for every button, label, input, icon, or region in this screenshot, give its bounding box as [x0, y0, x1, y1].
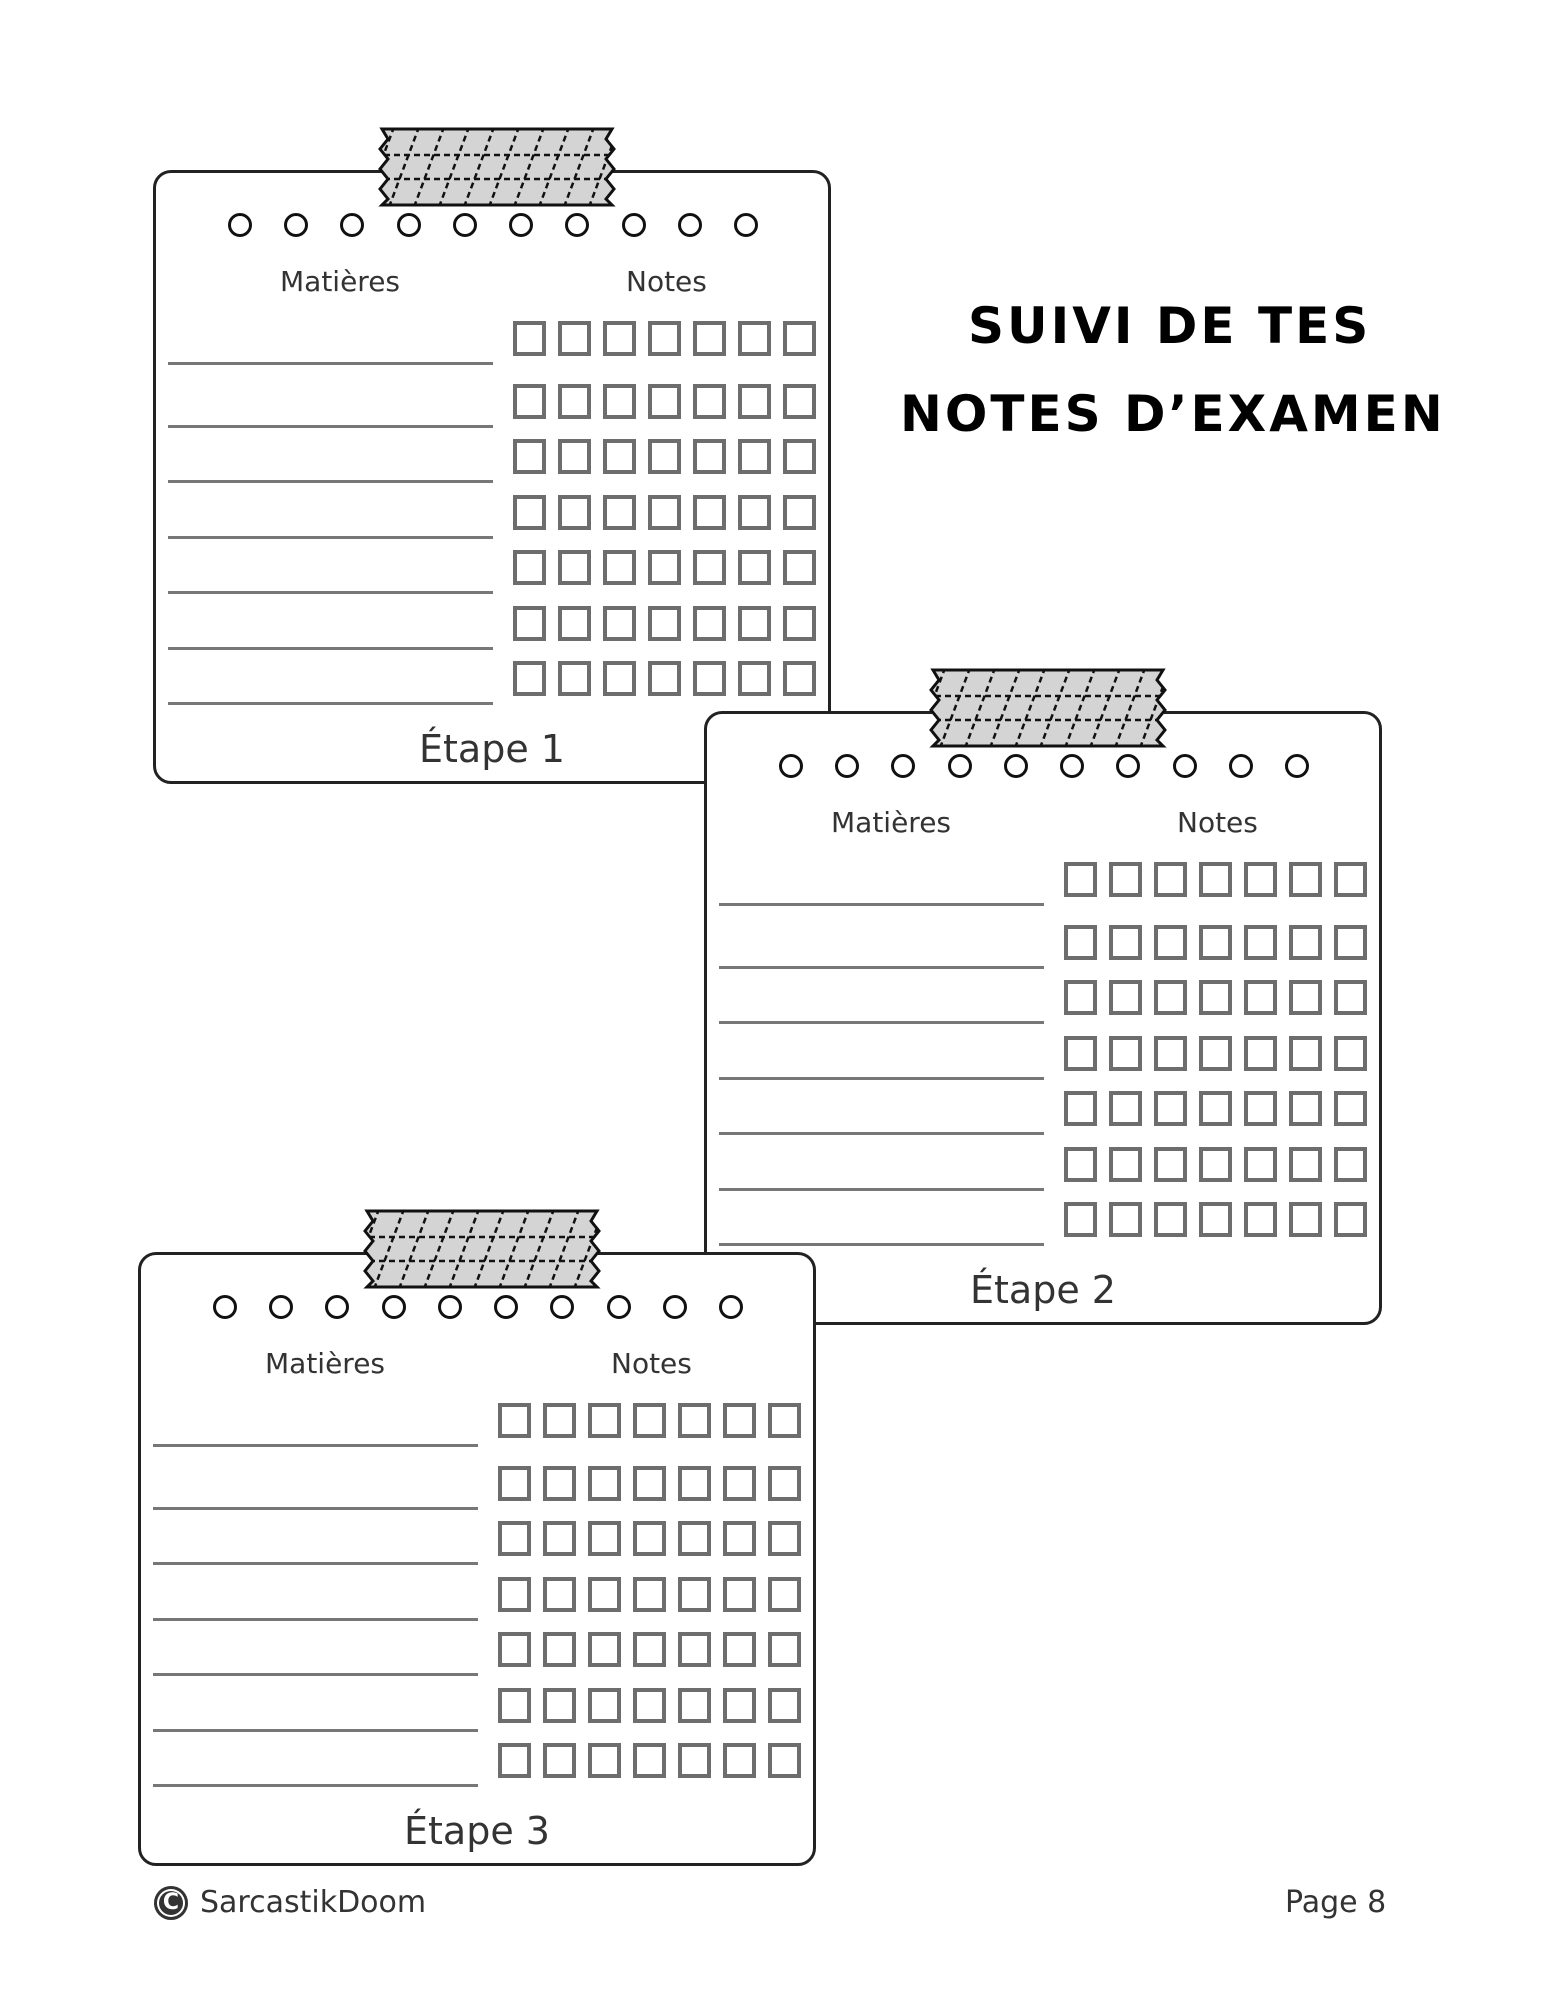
grade-box[interactable] — [693, 661, 726, 696]
binder-holes — [213, 1295, 743, 1319]
grade-box[interactable] — [1334, 1091, 1367, 1126]
binder-hole-icon — [734, 213, 758, 237]
grade-box[interactable] — [543, 1577, 576, 1612]
binder-hole-icon — [1060, 754, 1084, 778]
grade-box[interactable] — [1064, 925, 1097, 960]
author-name: SarcastikDoom — [200, 1885, 427, 1920]
grade-box[interactable] — [1244, 925, 1277, 960]
grade-row — [168, 439, 818, 483]
grade-box[interactable] — [783, 606, 816, 641]
grade-box[interactable] — [603, 661, 636, 696]
page-number: Page 8 — [1285, 1885, 1387, 1920]
grade-box[interactable] — [1334, 1202, 1367, 1237]
binder-hole-icon — [779, 754, 803, 778]
grade-box[interactable] — [1289, 1202, 1322, 1237]
grade-box[interactable] — [723, 1743, 756, 1778]
grade-box[interactable] — [723, 1577, 756, 1612]
grade-box[interactable] — [738, 606, 771, 641]
grade-row — [168, 606, 818, 650]
grade-box[interactable] — [543, 1632, 576, 1667]
grade-boxes — [513, 550, 828, 585]
grade-box[interactable] — [1109, 1147, 1142, 1182]
stage-label: Étape 1 — [419, 727, 565, 771]
grade-box[interactable] — [648, 606, 681, 641]
grade-row — [168, 384, 818, 428]
title-line-2: NOTES D’EXAMEN — [900, 385, 1446, 443]
grade-box[interactable] — [738, 550, 771, 585]
grade-box[interactable] — [1334, 1147, 1367, 1182]
grade-box[interactable] — [543, 1521, 576, 1556]
grade-box[interactable] — [1109, 980, 1142, 1015]
binder-hole-icon — [213, 1295, 237, 1319]
subject-write-line[interactable] — [168, 536, 493, 539]
grade-box[interactable] — [1244, 1202, 1277, 1237]
grade-box[interactable] — [498, 1577, 531, 1612]
grade-box[interactable] — [498, 1743, 531, 1778]
grade-card-stage-2 — [704, 711, 1382, 1325]
grade-box[interactable] — [1154, 1091, 1187, 1126]
binder-hole-icon — [607, 1295, 631, 1319]
grade-box[interactable] — [723, 1632, 756, 1667]
binder-hole-icon — [325, 1295, 349, 1319]
grade-box[interactable] — [723, 1521, 756, 1556]
binder-hole-icon — [1285, 754, 1309, 778]
grade-box[interactable] — [1109, 1036, 1142, 1071]
grade-box[interactable] — [693, 384, 726, 419]
grade-box[interactable] — [1289, 980, 1322, 1015]
grade-box[interactable] — [783, 550, 816, 585]
grade-box[interactable] — [513, 606, 546, 641]
grade-box[interactable] — [603, 439, 636, 474]
grade-box[interactable] — [588, 1403, 621, 1438]
binder-hole-icon — [453, 213, 477, 237]
grades-header: Notes — [611, 1347, 692, 1380]
grade-box[interactable] — [1109, 1091, 1142, 1126]
binder-hole-icon — [948, 754, 972, 778]
grade-boxes — [1064, 1091, 1379, 1126]
grade-box[interactable] — [1154, 1202, 1187, 1237]
grade-box[interactable] — [1064, 1036, 1097, 1071]
grade-box[interactable] — [723, 1688, 756, 1723]
grade-box[interactable] — [1199, 1091, 1232, 1126]
binder-hole-icon — [509, 213, 533, 237]
grade-box[interactable] — [1154, 1036, 1187, 1071]
grade-box[interactable] — [738, 495, 771, 530]
grade-box[interactable] — [633, 1577, 666, 1612]
binder-hole-icon — [622, 213, 646, 237]
subject-write-line[interactable] — [719, 966, 1044, 969]
binder-hole-icon — [1004, 754, 1028, 778]
grade-box[interactable] — [543, 1466, 576, 1501]
subjects-header: Matières — [280, 265, 401, 298]
grade-box[interactable] — [558, 439, 591, 474]
subject-write-line[interactable] — [168, 647, 493, 650]
grade-box[interactable] — [693, 439, 726, 474]
subject-write-line[interactable] — [168, 362, 493, 365]
grade-box[interactable] — [603, 384, 636, 419]
grade-box[interactable] — [1334, 980, 1367, 1015]
binder-holes — [228, 213, 758, 237]
copyright-icon: C — [154, 1886, 188, 1920]
grade-boxes — [498, 1403, 813, 1438]
grade-box[interactable] — [558, 384, 591, 419]
grade-box[interactable] — [1064, 1202, 1097, 1237]
grade-boxes — [1064, 862, 1379, 897]
grade-box[interactable] — [1199, 862, 1232, 897]
grade-boxes — [498, 1743, 813, 1778]
subject-write-line[interactable] — [168, 591, 493, 594]
grade-boxes — [513, 495, 828, 530]
grade-box[interactable] — [513, 661, 546, 696]
binder-hole-icon — [1116, 754, 1140, 778]
grade-box[interactable] — [768, 1743, 801, 1778]
grade-box[interactable] — [603, 550, 636, 585]
grade-row — [153, 1403, 803, 1447]
footer-author — [154, 1885, 426, 1920]
grade-box[interactable] — [498, 1688, 531, 1723]
grade-row — [719, 925, 1369, 969]
grade-box[interactable] — [1289, 1147, 1322, 1182]
stage-label: Étape 3 — [404, 1809, 550, 1853]
grade-box[interactable] — [558, 321, 591, 356]
grade-box[interactable] — [723, 1403, 756, 1438]
grade-box[interactable] — [783, 439, 816, 474]
grade-box[interactable] — [723, 1466, 756, 1501]
grade-box[interactable] — [1334, 925, 1367, 960]
grade-box[interactable] — [1289, 925, 1322, 960]
grade-box[interactable] — [693, 606, 726, 641]
subject-write-line[interactable] — [719, 1021, 1044, 1024]
grade-boxes — [498, 1577, 813, 1612]
grade-box[interactable] — [693, 550, 726, 585]
grade-box[interactable] — [633, 1743, 666, 1778]
grade-box[interactable] — [648, 439, 681, 474]
grade-boxes — [498, 1688, 813, 1723]
grade-box[interactable] — [1154, 1147, 1187, 1182]
binder-holes — [779, 754, 1309, 778]
grade-box[interactable] — [1064, 1091, 1097, 1126]
grade-row — [719, 1147, 1369, 1191]
grade-box[interactable] — [693, 321, 726, 356]
grade-row — [719, 1036, 1369, 1080]
grade-box[interactable] — [498, 1521, 531, 1556]
subject-write-line[interactable] — [719, 1188, 1044, 1191]
grade-box[interactable] — [768, 1632, 801, 1667]
grade-row — [168, 661, 818, 705]
grade-box[interactable] — [633, 1403, 666, 1438]
grade-box[interactable] — [1199, 1036, 1232, 1071]
binder-hole-icon — [678, 213, 702, 237]
grade-box[interactable] — [693, 495, 726, 530]
grade-box[interactable] — [648, 384, 681, 419]
grade-box[interactable] — [543, 1688, 576, 1723]
grade-box[interactable] — [498, 1466, 531, 1501]
grade-box[interactable] — [783, 321, 816, 356]
subject-write-line[interactable] — [153, 1784, 478, 1787]
grade-box[interactable] — [1289, 1091, 1322, 1126]
grade-box[interactable] — [558, 550, 591, 585]
grade-box[interactable] — [768, 1577, 801, 1612]
grade-row — [153, 1688, 803, 1732]
grade-box[interactable] — [678, 1521, 711, 1556]
grade-box[interactable] — [678, 1403, 711, 1438]
grade-row — [153, 1743, 803, 1787]
grade-box[interactable] — [738, 661, 771, 696]
grade-row — [719, 862, 1369, 906]
binder-hole-icon — [438, 1295, 462, 1319]
washi-tape-icon — [374, 127, 620, 207]
grade-box[interactable] — [588, 1688, 621, 1723]
grade-box[interactable] — [588, 1743, 621, 1778]
grade-row — [153, 1632, 803, 1676]
grade-box[interactable] — [603, 321, 636, 356]
binder-hole-icon — [382, 1295, 406, 1319]
grade-box[interactable] — [1334, 1036, 1367, 1071]
grade-box[interactable] — [558, 495, 591, 530]
grade-box[interactable] — [513, 321, 546, 356]
grade-box[interactable] — [1199, 1147, 1232, 1182]
grade-box[interactable] — [1109, 1202, 1142, 1237]
grade-box[interactable] — [1199, 980, 1232, 1015]
grade-box[interactable] — [678, 1632, 711, 1667]
grade-boxes — [513, 384, 828, 419]
grade-box[interactable] — [768, 1688, 801, 1723]
grade-box[interactable] — [1334, 862, 1367, 897]
grade-boxes — [513, 606, 828, 641]
grade-box[interactable] — [1109, 925, 1142, 960]
subject-write-line[interactable] — [168, 425, 493, 428]
grade-box[interactable] — [678, 1466, 711, 1501]
grade-box[interactable] — [783, 495, 816, 530]
binder-hole-icon — [228, 213, 252, 237]
grade-box[interactable] — [768, 1403, 801, 1438]
binder-hole-icon — [1229, 754, 1253, 778]
grade-box[interactable] — [783, 661, 816, 696]
grade-box[interactable] — [543, 1403, 576, 1438]
grade-boxes — [498, 1521, 813, 1556]
grade-box[interactable] — [738, 439, 771, 474]
subject-write-line[interactable] — [153, 1444, 478, 1447]
grade-box[interactable] — [1244, 1147, 1277, 1182]
grade-box[interactable] — [1154, 925, 1187, 960]
grade-boxes — [513, 661, 828, 696]
grade-box[interactable] — [498, 1632, 531, 1667]
grade-box[interactable] — [588, 1577, 621, 1612]
grade-box[interactable] — [648, 495, 681, 530]
grade-box[interactable] — [1154, 980, 1187, 1015]
grade-box[interactable] — [768, 1466, 801, 1501]
washi-tape-icon — [359, 1209, 605, 1289]
binder-hole-icon — [284, 213, 308, 237]
grade-box[interactable] — [603, 495, 636, 530]
grade-boxes — [1064, 1036, 1379, 1071]
page-title — [900, 282, 1446, 458]
grade-box[interactable] — [1154, 862, 1187, 897]
grade-row — [719, 1202, 1369, 1246]
subject-write-line[interactable] — [153, 1729, 478, 1732]
subject-write-line[interactable] — [168, 702, 493, 705]
subject-write-line[interactable] — [153, 1673, 478, 1676]
grade-box[interactable] — [678, 1688, 711, 1723]
grade-card-stage-3 — [138, 1252, 816, 1866]
grade-boxes — [1064, 925, 1379, 960]
grade-box[interactable] — [633, 1521, 666, 1556]
grade-box[interactable] — [513, 495, 546, 530]
subject-write-line[interactable] — [153, 1618, 478, 1621]
grade-box[interactable] — [1244, 980, 1277, 1015]
grade-boxes — [513, 321, 828, 356]
subject-write-line[interactable] — [153, 1562, 478, 1565]
grade-box[interactable] — [588, 1521, 621, 1556]
grade-box[interactable] — [633, 1466, 666, 1501]
subject-write-line[interactable] — [168, 480, 493, 483]
grade-box[interactable] — [588, 1466, 621, 1501]
grade-box[interactable] — [513, 384, 546, 419]
binder-hole-icon — [835, 754, 859, 778]
binder-hole-icon — [397, 213, 421, 237]
grade-box[interactable] — [738, 321, 771, 356]
binder-hole-icon — [1173, 754, 1197, 778]
binder-hole-icon — [565, 213, 589, 237]
grades-header: Notes — [1177, 806, 1258, 839]
grade-boxes — [1064, 980, 1379, 1015]
grade-box[interactable] — [1244, 862, 1277, 897]
grade-row — [153, 1577, 803, 1621]
grade-box[interactable] — [498, 1403, 531, 1438]
subjects-header: Matières — [265, 1347, 386, 1380]
grade-box[interactable] — [558, 661, 591, 696]
grade-row — [168, 495, 818, 539]
grade-box[interactable] — [1109, 862, 1142, 897]
grade-boxes — [498, 1632, 813, 1667]
grade-box[interactable] — [783, 384, 816, 419]
binder-hole-icon — [891, 754, 915, 778]
binder-hole-icon — [340, 213, 364, 237]
grade-box[interactable] — [603, 606, 636, 641]
grade-boxes — [1064, 1202, 1379, 1237]
washi-tape-icon — [925, 668, 1171, 748]
grade-box[interactable] — [1064, 980, 1097, 1015]
binder-hole-icon — [719, 1295, 743, 1319]
binder-hole-icon — [494, 1295, 518, 1319]
binder-hole-icon — [663, 1295, 687, 1319]
grade-row — [719, 980, 1369, 1024]
stage-label: Étape 2 — [970, 1268, 1116, 1312]
grade-box[interactable] — [558, 606, 591, 641]
title-line-1: SUIVI DE TES — [968, 297, 1372, 355]
grade-row — [153, 1521, 803, 1565]
grade-boxes — [498, 1466, 813, 1501]
grade-box[interactable] — [1289, 1036, 1322, 1071]
grade-box[interactable] — [1199, 925, 1232, 960]
grade-row — [719, 1091, 1369, 1135]
subject-write-line[interactable] — [719, 1243, 1044, 1246]
grade-box[interactable] — [1064, 862, 1097, 897]
grade-box[interactable] — [678, 1743, 711, 1778]
binder-hole-icon — [550, 1295, 574, 1319]
grade-box[interactable] — [648, 661, 681, 696]
binder-hole-icon — [269, 1295, 293, 1319]
grade-box[interactable] — [678, 1577, 711, 1612]
grade-box[interactable] — [513, 439, 546, 474]
grade-row — [168, 321, 818, 365]
subjects-header: Matières — [831, 806, 952, 839]
grade-card-stage-1 — [153, 170, 831, 784]
grade-box[interactable] — [648, 550, 681, 585]
grade-row — [153, 1466, 803, 1510]
grade-box[interactable] — [1244, 1091, 1277, 1126]
grade-box[interactable] — [768, 1521, 801, 1556]
grade-box[interactable] — [648, 321, 681, 356]
subject-write-line[interactable] — [153, 1507, 478, 1510]
subject-write-line[interactable] — [719, 1077, 1044, 1080]
grades-header: Notes — [626, 265, 707, 298]
grade-box[interactable] — [588, 1632, 621, 1667]
grade-box[interactable] — [1244, 1036, 1277, 1071]
grade-box[interactable] — [738, 384, 771, 419]
grade-boxes — [1064, 1147, 1379, 1182]
subject-write-line[interactable] — [719, 1132, 1044, 1135]
grade-box[interactable] — [633, 1688, 666, 1723]
grade-box[interactable] — [633, 1632, 666, 1667]
subject-write-line[interactable] — [719, 903, 1044, 906]
grade-box[interactable] — [543, 1743, 576, 1778]
grade-box[interactable] — [1199, 1202, 1232, 1237]
grade-box[interactable] — [1064, 1147, 1097, 1182]
grade-box[interactable] — [1289, 862, 1322, 897]
grade-row — [168, 550, 818, 594]
grade-boxes — [513, 439, 828, 474]
grade-box[interactable] — [513, 550, 546, 585]
